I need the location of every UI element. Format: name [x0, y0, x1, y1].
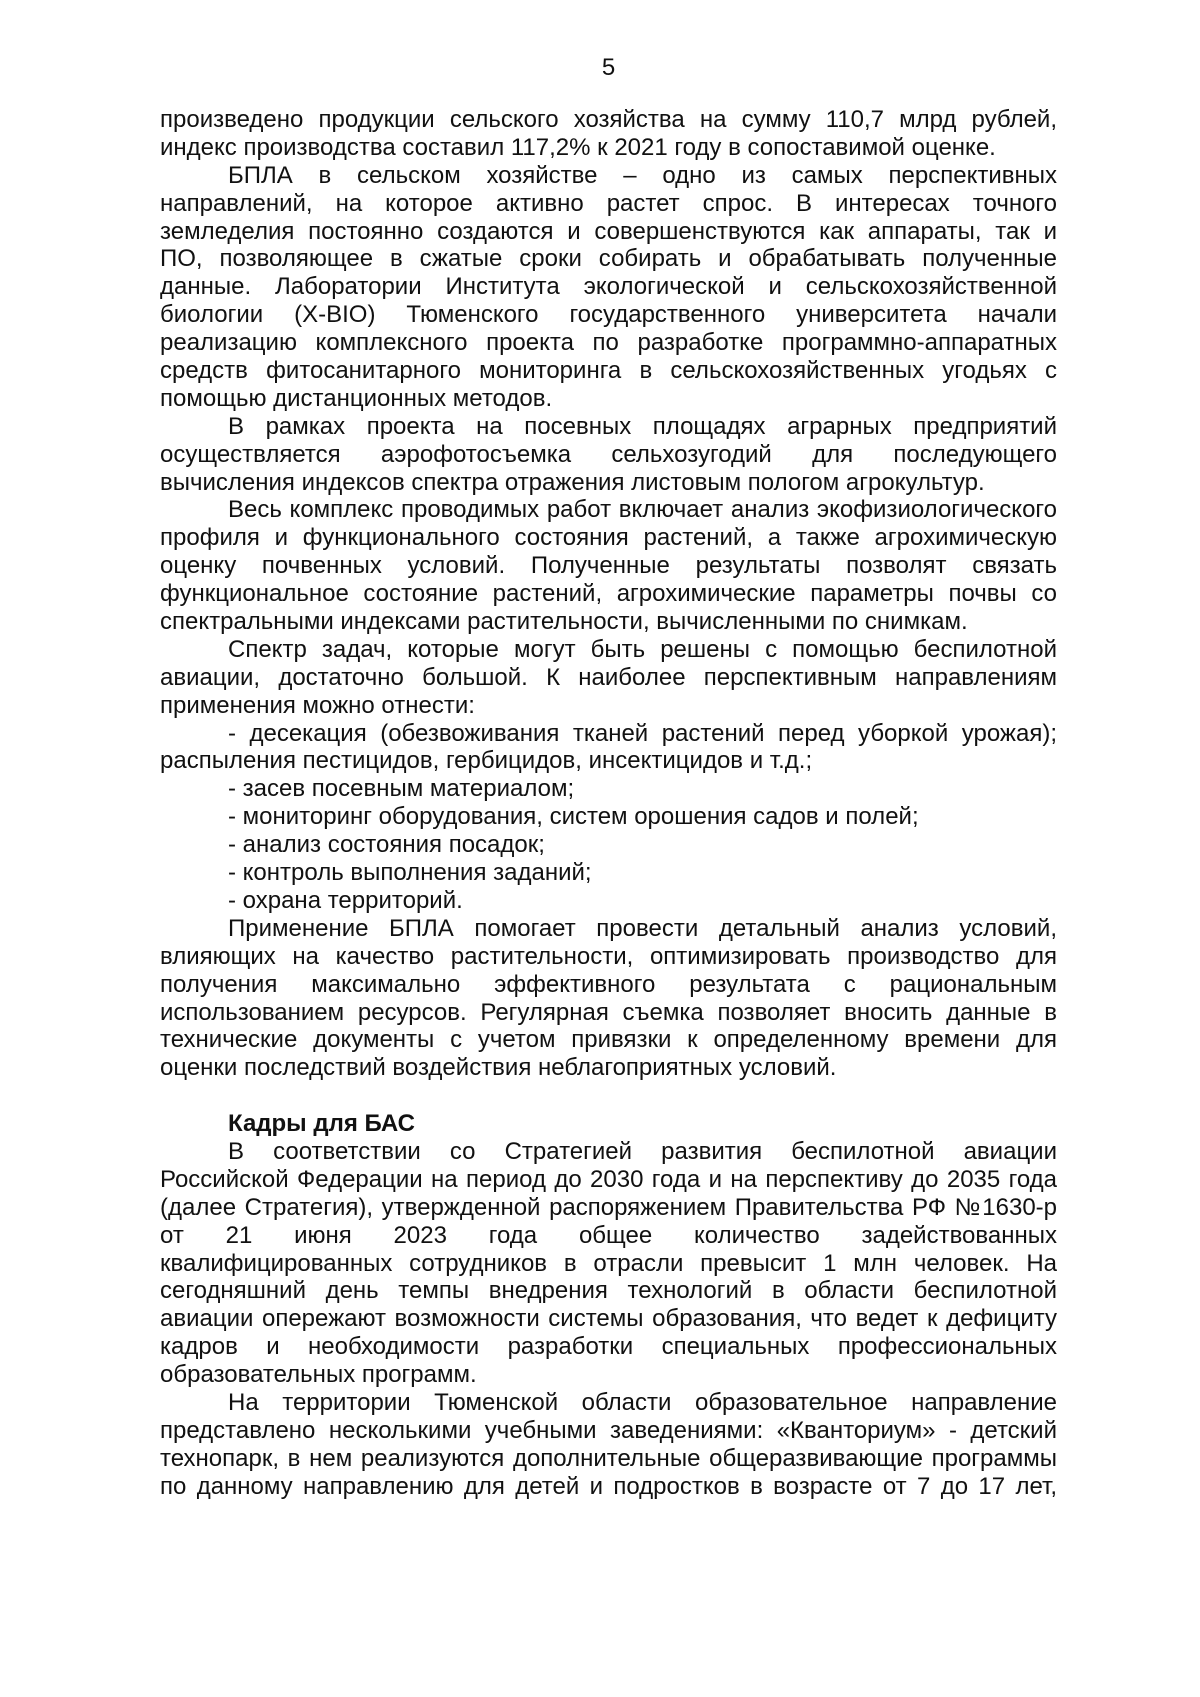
list-item [160, 887, 1057, 915]
text-line: На территории Тюменской области образовательное направление [228, 1388, 1057, 1416]
paragraph [160, 1389, 1057, 1501]
text-line: кадров и необходимости разработки специальных профессиональных [160, 1333, 1057, 1361]
text-line: земледелия постоянно создаются и совершенствуются как аппараты, так и [160, 217, 1057, 245]
text-line: использованием ресурсов. Регулярная съемка позволяет вносить данные в [160, 998, 1057, 1026]
text-line: квалифицированных сотрудников в отрасли превысит 1 млн человек. На [160, 1249, 1057, 1277]
text-line: - десекация (обезвоживания тканей растений перед уборкой урожая); [228, 719, 1057, 747]
text-line: - охрана территорий. [228, 886, 463, 914]
list-item [160, 859, 1057, 887]
text-line: направлений, на которое активно растет спрос. В интересах точного [160, 189, 1057, 217]
text-line: Применение БПЛА помогает провести детальный анализ условий, [228, 914, 1057, 942]
text-line: функциональное состояние растений, агрохимические параметры почвы со [160, 580, 1057, 608]
text-line: образовательных программ. [160, 1361, 477, 1389]
text-line: представлено несколькими учебными заведениями: «Кванториум» - детский [160, 1416, 1057, 1444]
list-item [160, 831, 1057, 859]
paragraph [160, 1138, 1057, 1389]
text-line: технические документы с учетом привязки к определенному времени для [160, 1026, 1057, 1054]
section-heading: Кадры для БАС [228, 1110, 415, 1138]
text-line: профиля и функционального состояния растений, а также агрохимическую [160, 524, 1057, 552]
text-line: сегодняшний день темпы внедрения технологий в области беспилотной [160, 1277, 1057, 1305]
text-line: данные. Лаборатории Института экологической и сельскохозяйственной [160, 273, 1057, 301]
text-line: - контроль выполнения заданий; [228, 859, 592, 887]
text-line: индекс производства составил 117,2% к 2021 году в сопоставимой оценке. [160, 133, 996, 161]
paragraph [160, 496, 1057, 635]
text-line: - засев посевным материалом; [228, 775, 575, 803]
page-number: 5 [601, 54, 616, 81]
text-line: по данному направлению для детей и подростков в возрасте от 7 до 17 лет, [160, 1472, 1057, 1500]
text-line: - анализ состояния посадок; [228, 831, 545, 859]
text-line: Российской Федерации на период до 2030 года и на перспективу до 2035 года [160, 1165, 1057, 1193]
text-line: В соответствии со Стратегией развития беспилотной авиации [228, 1137, 1057, 1165]
text-line: - мониторинг оборудования, систем орошения садов и полей; [228, 803, 919, 831]
applications-list [160, 720, 1057, 915]
paragraph [160, 413, 1057, 497]
text-line: реализацию комплексного проекта по разработке программно-аппаратных [160, 329, 1057, 357]
list-item [160, 720, 1057, 776]
text-line: осуществляется аэрофотосъемка сельхозугодий для последующего [160, 440, 1057, 468]
paragraph [160, 636, 1057, 720]
text-line: средств фитосанитарного мониторинга в сельскохозяйственных угодьях с [160, 357, 1057, 385]
paragraph [160, 106, 1057, 162]
list-item [160, 803, 1057, 831]
text-line: распыления пестицидов, гербицидов, инсектицидов и т.д.; [160, 747, 813, 775]
paragraph [160, 915, 1057, 1082]
text-line: авиации, достаточно большой. К наиболее перспективным направлениям [160, 663, 1057, 691]
text-line: ПО, позволяющее в сжатые сроки собирать и обрабатывать полученные [160, 245, 1057, 273]
list-item [160, 775, 1057, 803]
text-line: получения максимально эффективного результата с рациональным [160, 970, 1057, 998]
text-line: Спектр задач, которые могут быть решены с помощью беспилотной [228, 635, 1057, 663]
text-line: Весь комплекс проводимых работ включает анализ экофизиологического [228, 496, 1057, 524]
text-line: БПЛА в сельском хозяйстве – одно из самых перспективных [228, 161, 1057, 189]
text-line: спектральными индексами растительности, вычисленными по снимкам. [160, 608, 968, 636]
text-line: влияющих на качество растительности, оптимизировать производство для [160, 942, 1057, 970]
text-line: (далее Стратегия), утвержденной распоряжением Правительства РФ №1630-р [160, 1193, 1057, 1221]
text-line: помощью дистанционных методов. [160, 384, 553, 412]
text-line: авиации опережают возможности системы образования, что ведет к дефициту [160, 1305, 1057, 1333]
paragraph [160, 162, 1057, 413]
text-line: оценку почвенных условий. Полученные результаты позволят связать [160, 552, 1057, 580]
text-line: от 21 июня 2023 года общее количество задействованных [160, 1221, 1057, 1249]
text-line: оценки последствий воздействия неблагоприятных условий. [160, 1054, 837, 1082]
text-line: вычисления индексов спектра отражения листовым пологом агрокультур. [160, 468, 985, 496]
text-line: произведено продукции сельского хозяйства на сумму 110,7 млрд рублей, [160, 106, 1057, 133]
document-body [160, 106, 1057, 1501]
text-line: технопарк, в нем реализуются дополнительные общеразвивающие программы [160, 1444, 1057, 1472]
text-line: В рамках проекта на посевных площадях аграрных предприятий [228, 412, 1057, 440]
text-line: применения можно отнести: [160, 691, 475, 719]
text-line: биологии (X-BIO) Тюменского государственного университета начали [160, 301, 1057, 329]
